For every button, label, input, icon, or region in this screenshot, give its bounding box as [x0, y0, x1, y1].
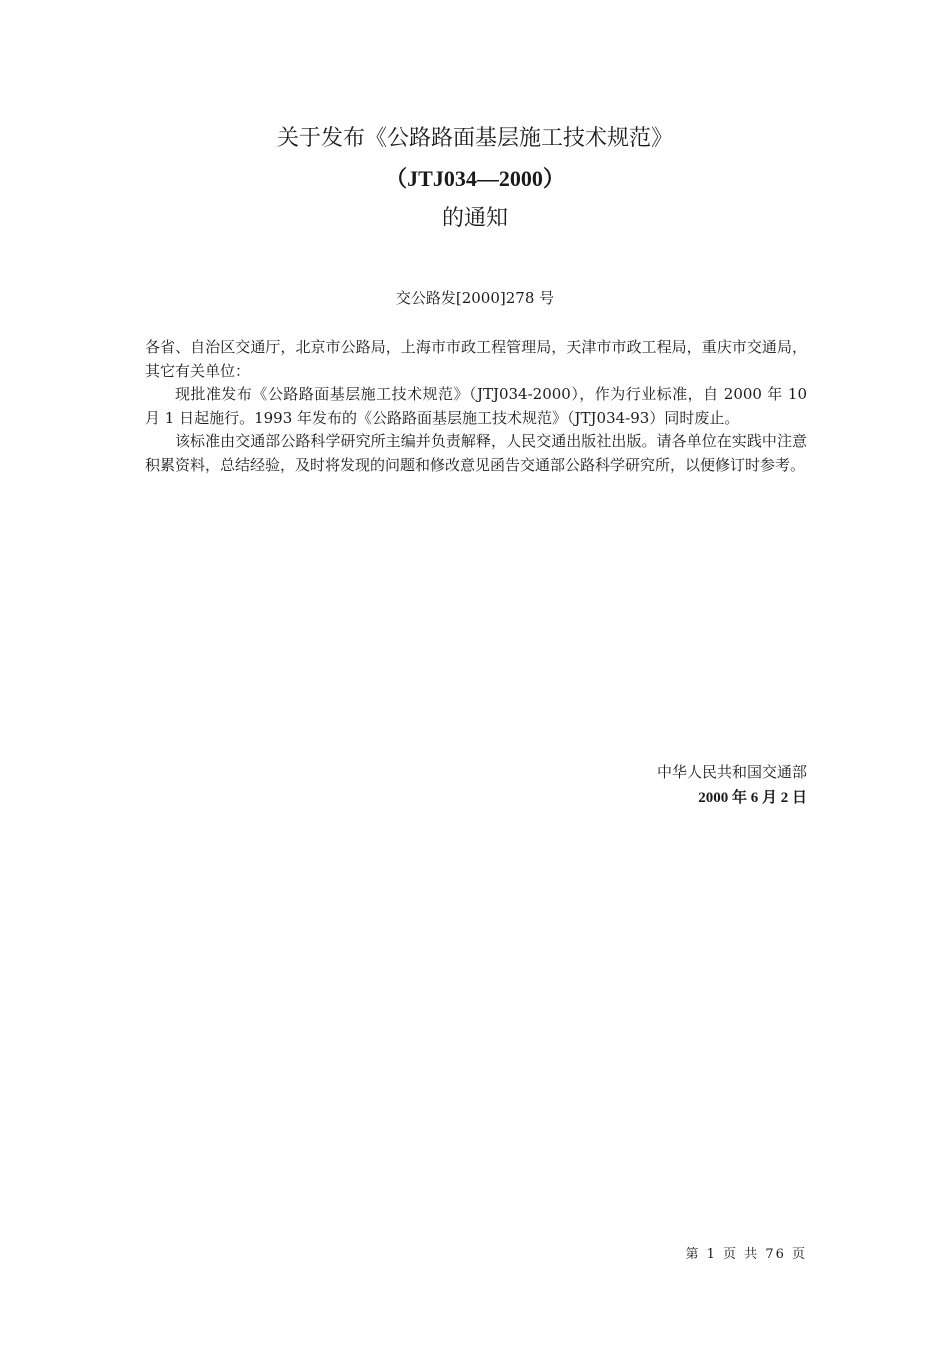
- signature-block: [657, 759, 807, 811]
- body-paragraph-2: 该标准由交通部公路科学研究所主编并负责解释，人民交通出版社出版。请各单位在实践中注意积累资料，总结经验，及时将发现的问题和修改意见函告交通部公路科学研究所，以便修订时参考。: [145, 432, 807, 474]
- title-line-1: 关于发布《公路路面基层施工技术规范》: [276, 126, 673, 151]
- body-paragraph-1: 现批准发布《公路路面基层施工技术规范》（JTJ034-2000），作为行业标准，自 2000 年 10 月 1 日起施行。1993 年发布的《公路路面基层施工技术规范》（JTJ034-93）同时废止。: [145, 385, 807, 427]
- title-line-2: （JTJ034—2000）: [385, 166, 565, 191]
- signature-date: 2000 年 6 月 2 日: [698, 790, 807, 806]
- signature-organization: 中华人民共和国交通部: [656, 763, 807, 781]
- page-indicator: 第 1 页 共 76 页: [685, 1247, 807, 1262]
- title-line-3: 的通知: [441, 206, 508, 231]
- document-number: 交公路发[2000]278 号: [395, 289, 555, 307]
- recipients-paragraph: 各省、自治区交通厅，北京市公路局，上海市市政工程管理局，天津市市政工程局，重庆市交通局，其它有关单位：: [145, 338, 807, 380]
- document-body: [145, 336, 807, 477]
